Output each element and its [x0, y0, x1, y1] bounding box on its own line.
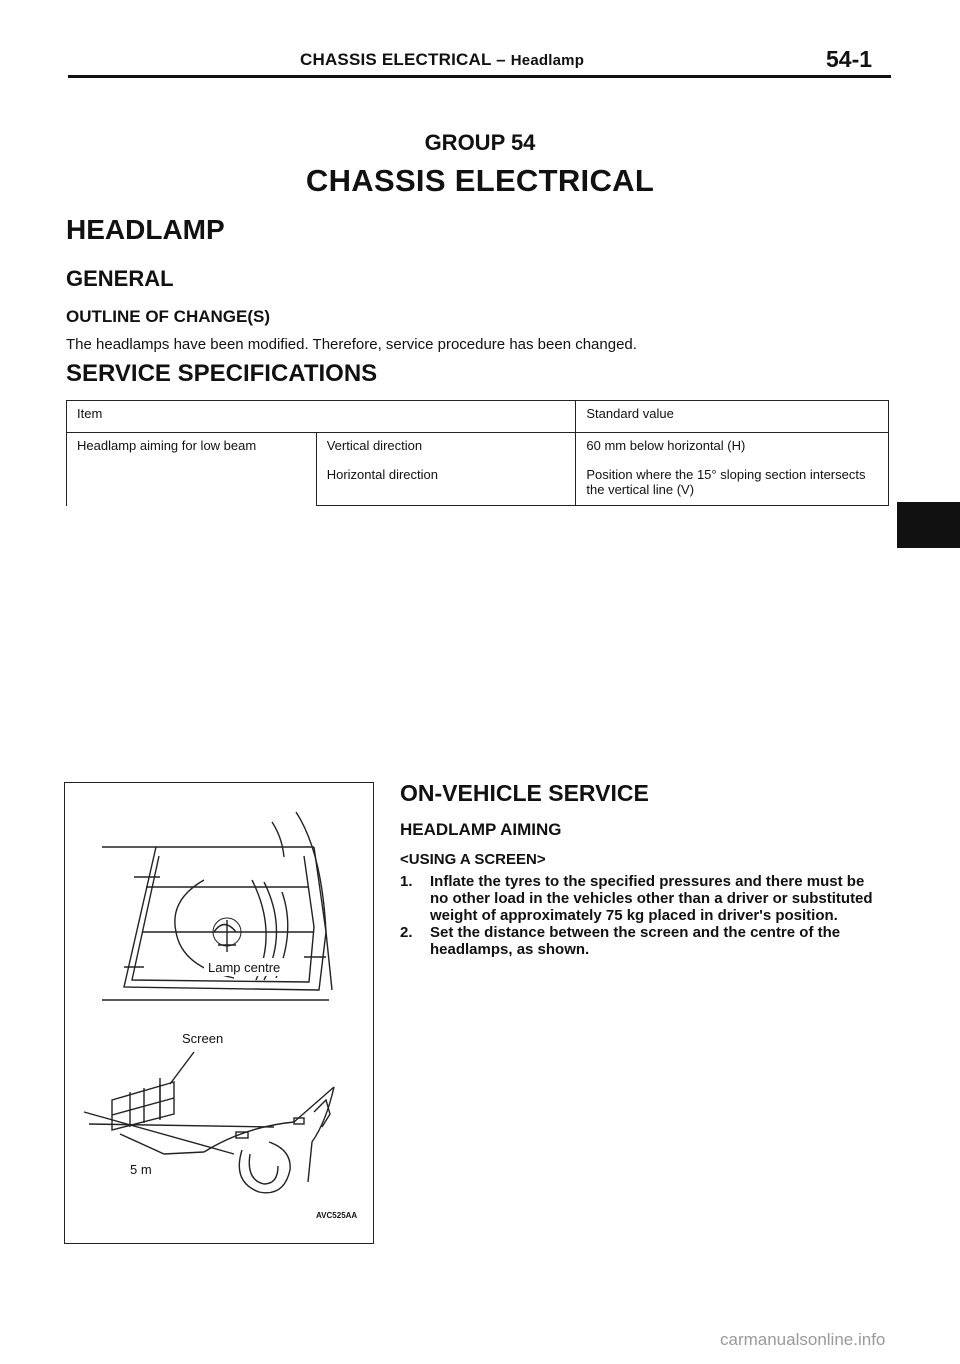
on-vehicle-service-heading: ON-VEHICLE SERVICE	[400, 780, 649, 806]
table-header-row	[67, 401, 889, 433]
lamp-centre-label: Lamp centre	[208, 960, 281, 975]
table-cell-value: 60 mm below horizontal (H)	[576, 433, 889, 463]
screen-label: Screen	[182, 1031, 224, 1046]
table-row-item: Headlamp aiming for low beam	[67, 433, 317, 506]
site-watermark: carmanualsonline.info	[720, 1330, 886, 1349]
table-header-item: Item	[67, 401, 576, 433]
group-label: GROUP 54	[424, 130, 536, 155]
headlamp-aiming-heading: HEADLAMP AIMING	[400, 820, 562, 839]
list-item	[400, 924, 886, 958]
table-cell-direction: Horizontal direction	[316, 462, 576, 506]
service-spec-table	[66, 400, 889, 506]
step-number: 2.	[400, 924, 413, 941]
step-number: 1.	[400, 873, 413, 890]
header-subsection: Headlamp	[510, 52, 585, 69]
header-section: CHASSIS ELECTRICAL –	[300, 50, 506, 69]
procedure-steps	[400, 873, 886, 958]
running-header	[300, 50, 584, 70]
distance-label: 5 m	[130, 1162, 152, 1177]
headlamp-heading: HEADLAMP	[66, 214, 225, 245]
header-rule	[68, 75, 891, 78]
table-cell-value: Position where the 15° sloping section intersects the vertical line (V)	[576, 462, 889, 506]
outline-text: The headlamps have been modified. Therefore, service procedure has been changed.	[66, 336, 637, 353]
table-row	[67, 433, 889, 463]
page-number: 54-1	[826, 46, 873, 72]
headlamp-aiming-figure	[64, 782, 374, 1244]
outline-heading: OUTLINE OF CHANGE(S)	[66, 307, 270, 326]
list-item	[400, 873, 886, 924]
step-text: Inflate the tyres to the specified pressures and there must be no other load in the vehicles other than a driver or substituted weight of approximately 75 kg placed in driver's position.	[430, 873, 873, 924]
table-header-standard: Standard value	[576, 401, 889, 433]
table-cell-direction: Vertical direction	[316, 433, 576, 463]
section-tab-marker	[897, 502, 960, 548]
step-text: Set the distance between the screen and the centre of the headlamps, as shown.	[430, 924, 841, 958]
using-screen-label: <USING A SCREEN>	[400, 851, 546, 868]
group-title: CHASSIS ELECTRICAL	[305, 163, 655, 198]
service-spec-heading: SERVICE SPECIFICATIONS	[66, 360, 378, 387]
general-heading: GENERAL	[66, 266, 174, 291]
figure-code: AVC525AA	[316, 1211, 358, 1220]
